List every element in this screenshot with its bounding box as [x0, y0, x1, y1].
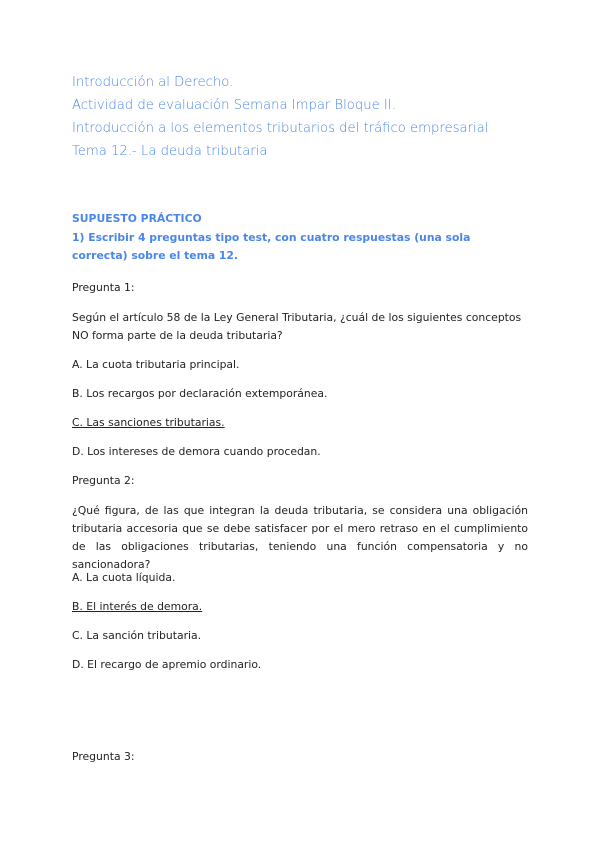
task-instruction: 1) Escribir 4 preguntas tipo test, con cuatro respuestas (una sola correcta) sobre el tema 12. [72, 231, 471, 262]
question-1-option-b: B. Los recargos por declaración extemporánea. [72, 387, 328, 400]
header-topic: Tema 12.- La deuda tributaria [72, 144, 268, 159]
question-2-option-d: D. El recargo de apremio ordinario. [72, 658, 262, 671]
question-1-option-a: A. La cuota tributaria principal. [72, 358, 240, 371]
question-1-label: Pregunta 1: [72, 281, 135, 294]
supuesto-title: SUPUESTO PRÁCTICO [72, 212, 202, 225]
header-unit: Introducción a los elementos tributarios del tráfico empresarial [72, 121, 489, 136]
question-2-label: Pregunta 2: [72, 474, 135, 487]
header-course: Introducción al Derecho. [72, 75, 234, 90]
header-activity: Actividad de evaluación Semana Impar Bloque II. [72, 98, 396, 113]
question-2-text: ¿Qué figura, de las que integran la deuda tributaria, se considera una obligación tributaria accesoria que se debe satisfacer por el mero retraso en el cumplimiento de las obligaciones tributarias, teniendo una función compensatoria y no sancionadora? [72, 504, 528, 571]
question-1-option-d: D. Los intereses de demora cuando procedan. [72, 445, 321, 458]
document-header [72, 71, 542, 163]
correct-answer: B. El interés de demora. [72, 600, 203, 613]
correct-answer: C. Las sanciones tributarias. [72, 416, 225, 429]
question-1-text: Según el artículo 58 de la Ley General Tributaria, ¿cuál de los siguientes conceptos NO forma parte de la deuda tributaria? [72, 311, 522, 342]
question-2-option-a: A. La cuota líquida. [72, 571, 176, 584]
question-1-option-c [72, 414, 528, 432]
question-2-option-c: C. La sanción tributaria. [72, 629, 202, 642]
question-2-option-b [72, 598, 528, 616]
question-3-label: Pregunta 3: [72, 750, 135, 763]
